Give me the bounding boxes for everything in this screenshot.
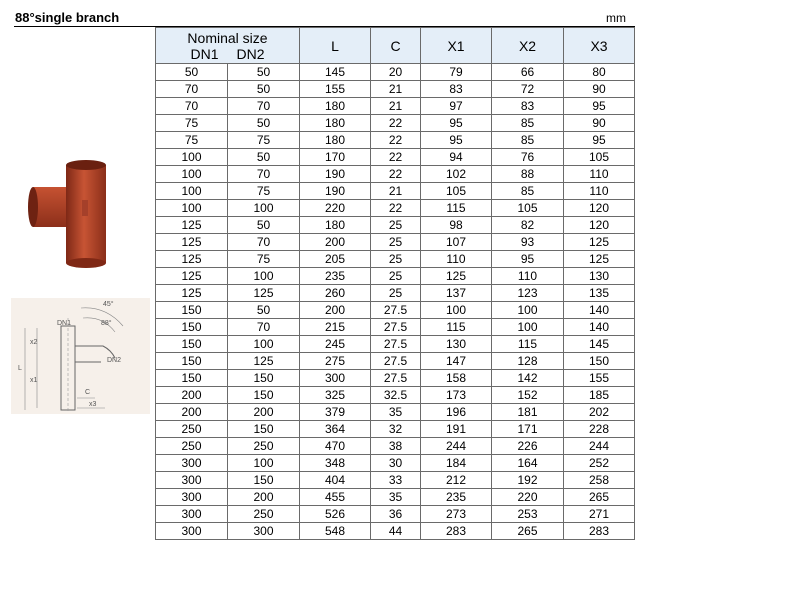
cell-c: 30 [371,455,421,472]
cell-x3: 271 [564,506,635,523]
cell-x3: 110 [564,166,635,183]
cell-l: 215 [300,319,371,336]
table-row [156,149,635,166]
table-row [156,166,635,183]
cell-c: 25 [371,285,421,302]
cell-l: 455 [300,489,371,506]
cell-l: 235 [300,268,371,285]
cell-dn1: 250 [156,438,228,455]
cell-x3: 185 [564,387,635,404]
cell-c: 22 [371,166,421,183]
table-row [156,217,635,234]
cell-x1: 212 [421,472,492,489]
table-row [156,353,635,370]
cell-dn2: 50 [228,149,300,166]
cell-x2: 82 [492,217,564,234]
table-row [156,268,635,285]
cell-c: 35 [371,489,421,506]
cell-l: 190 [300,183,371,200]
cell-dn2: 100 [228,336,300,353]
cell-c: 33 [371,472,421,489]
cell-dn1: 150 [156,353,228,370]
cell-x3: 125 [564,251,635,268]
dn1-header: DN1 [190,45,219,62]
branch-dimension-drawing [11,298,150,414]
cell-x1: 100 [421,302,492,319]
cell-l: 200 [300,302,371,319]
cell-c: 27.5 [371,302,421,319]
cell-x2: 76 [492,149,564,166]
cell-l: 145 [300,64,371,81]
cell-l: 190 [300,166,371,183]
cell-x1: 147 [421,353,492,370]
cell-l: 180 [300,217,371,234]
cell-x3: 110 [564,183,635,200]
branch-fitting-photo [11,145,150,283]
cell-x3: 95 [564,98,635,115]
table-row [156,370,635,387]
x3-label: x3 [89,401,97,408]
cell-x3: 283 [564,523,635,540]
cell-dn1: 125 [156,268,228,285]
cell-x2: 85 [492,115,564,132]
table-row [156,421,635,438]
cell-c: 27.5 [371,319,421,336]
cell-dn2: 75 [228,183,300,200]
cell-x3: 155 [564,370,635,387]
cell-x3: 140 [564,302,635,319]
table-row [156,506,635,523]
cell-x2: 95 [492,251,564,268]
cell-dn1: 70 [156,81,228,98]
cell-dn1: 150 [156,370,228,387]
cell-dn1: 300 [156,523,228,540]
l-label: L [18,365,22,372]
cell-x1: 102 [421,166,492,183]
cell-dn2: 70 [228,234,300,251]
cell-dn1: 150 [156,319,228,336]
cell-dn2: 250 [228,438,300,455]
cell-x3: 252 [564,455,635,472]
cell-dn1: 125 [156,234,228,251]
cell-x2: 93 [492,234,564,251]
cell-l: 220 [300,200,371,217]
cell-x2: 83 [492,98,564,115]
cell-c: 27.5 [371,336,421,353]
cell-l: 364 [300,421,371,438]
cell-x3: 125 [564,234,635,251]
cell-dn2: 150 [228,472,300,489]
cell-l: 155 [300,81,371,98]
cell-x3: 90 [564,115,635,132]
cell-x1: 173 [421,387,492,404]
cell-dn1: 250 [156,421,228,438]
cell-x2: 123 [492,285,564,302]
cell-x2: 171 [492,421,564,438]
cell-x2: 85 [492,183,564,200]
column-header-x3: X3 [564,28,635,64]
cell-x1: 191 [421,421,492,438]
cell-x1: 97 [421,98,492,115]
cell-dn2: 150 [228,387,300,404]
cell-dn2: 200 [228,404,300,421]
dn2-header: DN2 [236,45,265,62]
cell-c: 22 [371,200,421,217]
cell-dn1: 100 [156,149,228,166]
cell-x1: 94 [421,149,492,166]
cell-dn1: 150 [156,302,228,319]
cell-c: 25 [371,234,421,251]
cell-x3: 105 [564,149,635,166]
cell-x1: 98 [421,217,492,234]
column-header-l: L [300,28,371,64]
cell-l: 245 [300,336,371,353]
cell-x2: 100 [492,302,564,319]
table-row [156,200,635,217]
table-row [156,285,635,302]
cell-c: 36 [371,506,421,523]
cell-dn1: 100 [156,166,228,183]
cell-x3: 140 [564,319,635,336]
cell-c: 32.5 [371,387,421,404]
cell-dn1: 200 [156,404,228,421]
cell-l: 300 [300,370,371,387]
table-row [156,319,635,336]
cell-dn1: 125 [156,285,228,302]
cell-c: 21 [371,183,421,200]
cell-x1: 95 [421,115,492,132]
cell-x3: 244 [564,438,635,455]
cell-dn2: 70 [228,319,300,336]
cell-x2: 72 [492,81,564,98]
table-row [156,455,635,472]
cell-x2: 181 [492,404,564,421]
cell-l: 379 [300,404,371,421]
dimension-table [155,27,635,540]
page-title: 88°single branch [15,10,120,25]
cell-c: 27.5 [371,353,421,370]
cell-c: 22 [371,149,421,166]
cell-x3: 130 [564,268,635,285]
cell-x3: 80 [564,64,635,81]
cell-c: 25 [371,251,421,268]
cell-x3: 228 [564,421,635,438]
cell-x3: 150 [564,353,635,370]
cell-c: 27.5 [371,370,421,387]
cell-l: 180 [300,115,371,132]
cell-x2: 220 [492,489,564,506]
cell-x3: 135 [564,285,635,302]
cell-x2: 164 [492,455,564,472]
cell-dn1: 300 [156,455,228,472]
cell-x1: 125 [421,268,492,285]
cell-dn2: 75 [228,251,300,268]
cell-dn2: 250 [228,506,300,523]
table-row [156,251,635,268]
cell-l: 404 [300,472,371,489]
cell-x2: 110 [492,268,564,285]
table-row [156,404,635,421]
cell-dn1: 75 [156,115,228,132]
nominal-size-header [156,28,300,64]
cell-x1: 105 [421,183,492,200]
table-row [156,387,635,404]
cell-x1: 95 [421,132,492,149]
cell-l: 180 [300,132,371,149]
cell-dn2: 50 [228,302,300,319]
cell-l: 348 [300,455,371,472]
cell-dn2: 100 [228,455,300,472]
column-header-x1: X1 [421,28,492,64]
cell-dn1: 200 [156,387,228,404]
cell-c: 20 [371,64,421,81]
cell-x2: 226 [492,438,564,455]
table-row [156,489,635,506]
cell-x3: 95 [564,132,635,149]
cell-l: 260 [300,285,371,302]
cell-x2: 152 [492,387,564,404]
cell-x1: 196 [421,404,492,421]
cell-dn1: 300 [156,489,228,506]
cell-x3: 265 [564,489,635,506]
dn2-label: DN2 [107,357,122,364]
cell-dn2: 70 [228,166,300,183]
cell-l: 470 [300,438,371,455]
cell-x1: 235 [421,489,492,506]
cell-x2: 142 [492,370,564,387]
cell-x3: 120 [564,217,635,234]
cell-l: 275 [300,353,371,370]
table-row [156,523,635,540]
angle-45-label: 45° [103,301,114,308]
table-row [156,183,635,200]
cell-x1: 110 [421,251,492,268]
cell-l: 548 [300,523,371,540]
angle-88-label: 88° [101,320,112,327]
dn1-label: DN1 [57,320,72,327]
cell-x2: 128 [492,353,564,370]
cell-x2: 253 [492,506,564,523]
cell-x1: 137 [421,285,492,302]
cell-dn2: 125 [228,353,300,370]
cell-x3: 90 [564,81,635,98]
cell-x1: 130 [421,336,492,353]
cell-c: 21 [371,98,421,115]
cell-x1: 83 [421,81,492,98]
table-row [156,64,635,81]
cell-x1: 283 [421,523,492,540]
x2-label: x2 [30,339,38,346]
cell-dn1: 125 [156,217,228,234]
cell-dn2: 300 [228,523,300,540]
cell-x2: 66 [492,64,564,81]
cell-dn1: 300 [156,472,228,489]
cell-x3: 145 [564,336,635,353]
cell-c: 44 [371,523,421,540]
cell-x1: 107 [421,234,492,251]
cell-c: 21 [371,81,421,98]
cell-dn2: 50 [228,64,300,81]
cell-c: 38 [371,438,421,455]
cell-dn1: 100 [156,183,228,200]
table-row [156,336,635,353]
cell-x2: 105 [492,200,564,217]
cell-x1: 115 [421,200,492,217]
cell-l: 180 [300,98,371,115]
cell-x2: 100 [492,319,564,336]
nominal-size-label: Nominal size [187,29,268,46]
cell-dn1: 75 [156,132,228,149]
cell-c: 22 [371,132,421,149]
column-header-c: C [371,28,421,64]
table-row [156,438,635,455]
table-row [156,115,635,132]
cell-x2: 265 [492,523,564,540]
cell-l: 170 [300,149,371,166]
cell-dn2: 50 [228,217,300,234]
cell-x2: 192 [492,472,564,489]
cell-c: 22 [371,115,421,132]
table-body [156,64,635,540]
cell-dn2: 100 [228,200,300,217]
table-row [156,98,635,115]
c-label: C [85,389,91,396]
table-row [156,234,635,251]
column-header-x2: X2 [492,28,564,64]
cell-x2: 88 [492,166,564,183]
cell-dn2: 50 [228,81,300,98]
cell-x1: 79 [421,64,492,81]
cell-dn2: 70 [228,98,300,115]
cell-l: 526 [300,506,371,523]
cell-x1: 244 [421,438,492,455]
cell-x1: 184 [421,455,492,472]
x1-label: x1 [30,377,38,384]
cell-x3: 120 [564,200,635,217]
cell-c: 35 [371,404,421,421]
table-row [156,132,635,149]
cell-dn1: 50 [156,64,228,81]
cell-dn1: 70 [156,98,228,115]
cell-x1: 158 [421,370,492,387]
cell-dn2: 75 [228,132,300,149]
cell-l: 205 [300,251,371,268]
cell-x1: 273 [421,506,492,523]
cell-c: 25 [371,217,421,234]
cell-dn2: 150 [228,370,300,387]
cell-dn2: 100 [228,268,300,285]
cell-dn2: 200 [228,489,300,506]
table-row [156,302,635,319]
table-row [156,81,635,98]
table-header-row [156,28,635,64]
cell-c: 32 [371,421,421,438]
cell-dn1: 125 [156,251,228,268]
cell-dn1: 300 [156,506,228,523]
cell-x1: 115 [421,319,492,336]
cell-x3: 202 [564,404,635,421]
cell-l: 200 [300,234,371,251]
unit-label: mm [606,11,626,25]
cell-dn1: 150 [156,336,228,353]
cell-dn2: 50 [228,115,300,132]
cell-dn2: 125 [228,285,300,302]
cell-dn1: 100 [156,200,228,217]
cell-x3: 258 [564,472,635,489]
cell-dn2: 150 [228,421,300,438]
cell-x2: 85 [492,132,564,149]
table-row [156,472,635,489]
cell-x2: 115 [492,336,564,353]
cell-l: 325 [300,387,371,404]
cell-c: 25 [371,268,421,285]
